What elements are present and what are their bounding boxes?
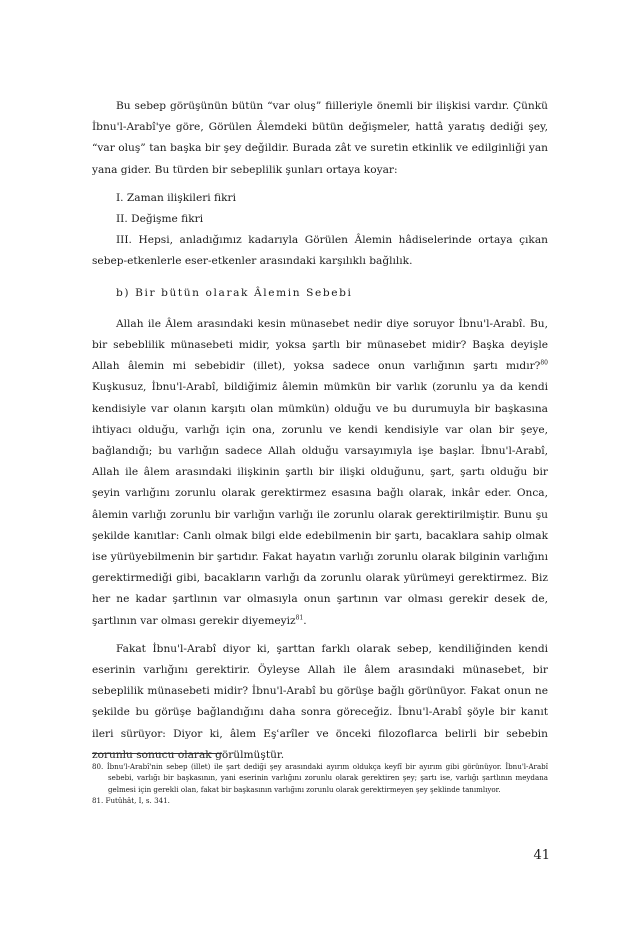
list-item-1: I. Zaman ilişkileri fikri (116, 191, 236, 204)
section-heading: b) Bir bütün olarak Âlemin Sebebi (116, 286, 353, 299)
footnote-ref-80: 80 (540, 359, 548, 367)
footnote-ref-81: 81 (295, 614, 304, 622)
page-body (92, 96, 548, 766)
paragraph-2: Allah ile Âlem arasındaki kesin münasebet nedir diye soruyor İbnu'l-Arabî. Bu, bir sebeblilik münasebeti midir, yoksa şartlı bir münasebet midir? Başka deyişle Allah âlemin mi sebebidir (illet), yoksa sadece onun varlığının şartı mıdır?$^{80}$ Kuşkusuz, İbnu'l-Arabî, bildiğimiz âlemin mümkün bir varlık (zorunlu ya da kendi kendisiyle var olanın karşıtı olan mümkün) olduğu ve bu durumuyla bir başkasına ihtiyacı olduğu, varlığı için ona, zorunlu ve kendi kendisiyle var olan bir şeye, bağlandığı; bu varlığın sadece Allah olduğu varsayımıyla işe başlar. İbnu'l-Arabî, Allah ile âlem arasındaki ilişkinin şartlı bir ilişki olduğunu, şart, şartı olduğu bir şeyin varlığını zorunlu olarak gerektirmez esasına bağlı olarak, inkâr eder. Onca, âlemin varlığı zorunlu bir varlığın varlığı ile zorunlu olarak gerektirilmiştir. Bunu şu şekilde kanıtlar: Canlı olmak bilgi elde edebilmenin bir şartı, bacaklara sahip olmak ise yürüyebilmenin bir şartıdır. Fakat hayatın varlığı zorunlu olarak bilginin varlığını gerektirmediği gibi, bacakların varlığı da zorunlu olarak yürümeyi gerektirmez. Biz her ne kadar şartlının var olmasıyla onun şartının var olması gerekir desek de, şartlının var olması gerekir diyemeyiz$^{81}$. (92, 317, 548, 627)
footnotes (92, 761, 548, 806)
footnote-80: 80. İbnu'l-Arabî'nin sebep (illet) ile şart dediği şey arasındaki ayırım oldukça keyfî bir ayırım gibi görünüyor. İbnu'l-Arabî sebebi, varlığı bir başkasının, yani eserinin varlığını zorunlu olarak gerektiren şey; şartı ise, varlığı şartlının meydana gelmesi için gerekli olan, fakat bir başkasının varlığını zorunlu olarak gerektirmeyen şey şeklinde tanımlıyor. (92, 762, 548, 794)
paragraph-2-rest: Kuşkusuz, İbnu'l-Arabî, bildiğimiz âlemin mümkün bir varlık (zorunlu ya da kendi kendisiyle var olanın karşıtı olan mümkün) olduğu ve bu durumuyla bir başkasına ihtiyacı olduğu, varlığı için ona, zorunlu ve kendi kendisiyle var olan bir şeye, bağlandığı; bu varlığın sadece Allah olduğu varsayımıyla işe başlar. İbnu'l-Arabî, Allah ile âlem arasındaki ilişkinin şartlı bir ilişki olduğunu, şart, şartı olduğu bir şeyin varlığını zorunlu olarak gerektirmez esasına bağlı olarak, inkâr eder. Onca, âlemin varlığı zorunlu bir varlığın varlığı ile zorunlu olarak gerektirilmiştir. Bunu şu şekilde kanıtlar: Canlı olmak bilgi elde edebilmenin bir şartı, bacaklara sahip olmak ise yürüyebilmenin bir şartıdır. Fakat hayatın varlığı zorunlu olarak bilginin varlığını gerektirmediği gibi, bacakların varlığı da zorunlu olarak yürümeyi gerektirmez. Biz her ne kadar şartlının var olmasıyla onun şartının var olması gerekir desek de, şartlının var olması gerekir diyemeyiz (92, 381, 548, 627)
footnote-divider (92, 753, 222, 754)
list-item-3: III. Hepsi, anladığımız kadarıyla Görülen Âlemin hâdiselerinde ortaya çıkan sebep-etkenlerle eser-etkenler arasındaki karşılıklı bağlılık. (92, 234, 548, 268)
footnote-81: 81. Futûhât, I, s. 341. (92, 795, 170, 805)
page-number: 41 (533, 848, 550, 863)
paragraph-3: Fakat İbnu'l-Arabî diyor ki, şarttan farklı olarak sebep, kendiliğinden kendi eserinin varlığını gerektirir. Öyleyse Allah ile âlem arasındaki münasebet, bir sebeplilik münasebeti midir? İbnu'l-Arabî bu görüşe bağlı görünüyor. Fakat onun ne şekilde bu görüşe bağlandığını daha sonra göreceğiz. İbnu'l-Arabî şöyle bir kanıt ileri sürüyor: Diyor ki, âlem Eşʿarîler ve önceki filozoflarca belirli bir sebebin zorunlu sonucu olarak görülmüştür. (92, 642, 548, 761)
paragraph-2-start: Allah ile Âlem arasındaki kesin münasebet nedir diye soruyor İbnu'l-Arabî. Bu, bir sebeblilik münasebeti midir, yoksa şartlı bir münasebet midir? Başka deyişle Allah âlemin mi sebebidir (illet), yoksa sadece onun varlığının şartı mıdır? (92, 317, 548, 373)
paragraph-1: Bu sebep görüşünün bütün “var oluş” fiilleriyle önemli bir ilişkisi vardır. Çünkü İbnu'l-Arabî'ye göre, Görülen Âlemdeki bütün değişmeler, hattâ yaratış dediği şey, “var oluş” tan başka bir şey değildir. Burada zât ve suretin etkinlik ve edilginliği yan yana gider. Bu türden bir sebeplilik şunları ortaya koyar: (92, 100, 548, 176)
list-item-2: II. Değişme fikri (116, 213, 204, 226)
